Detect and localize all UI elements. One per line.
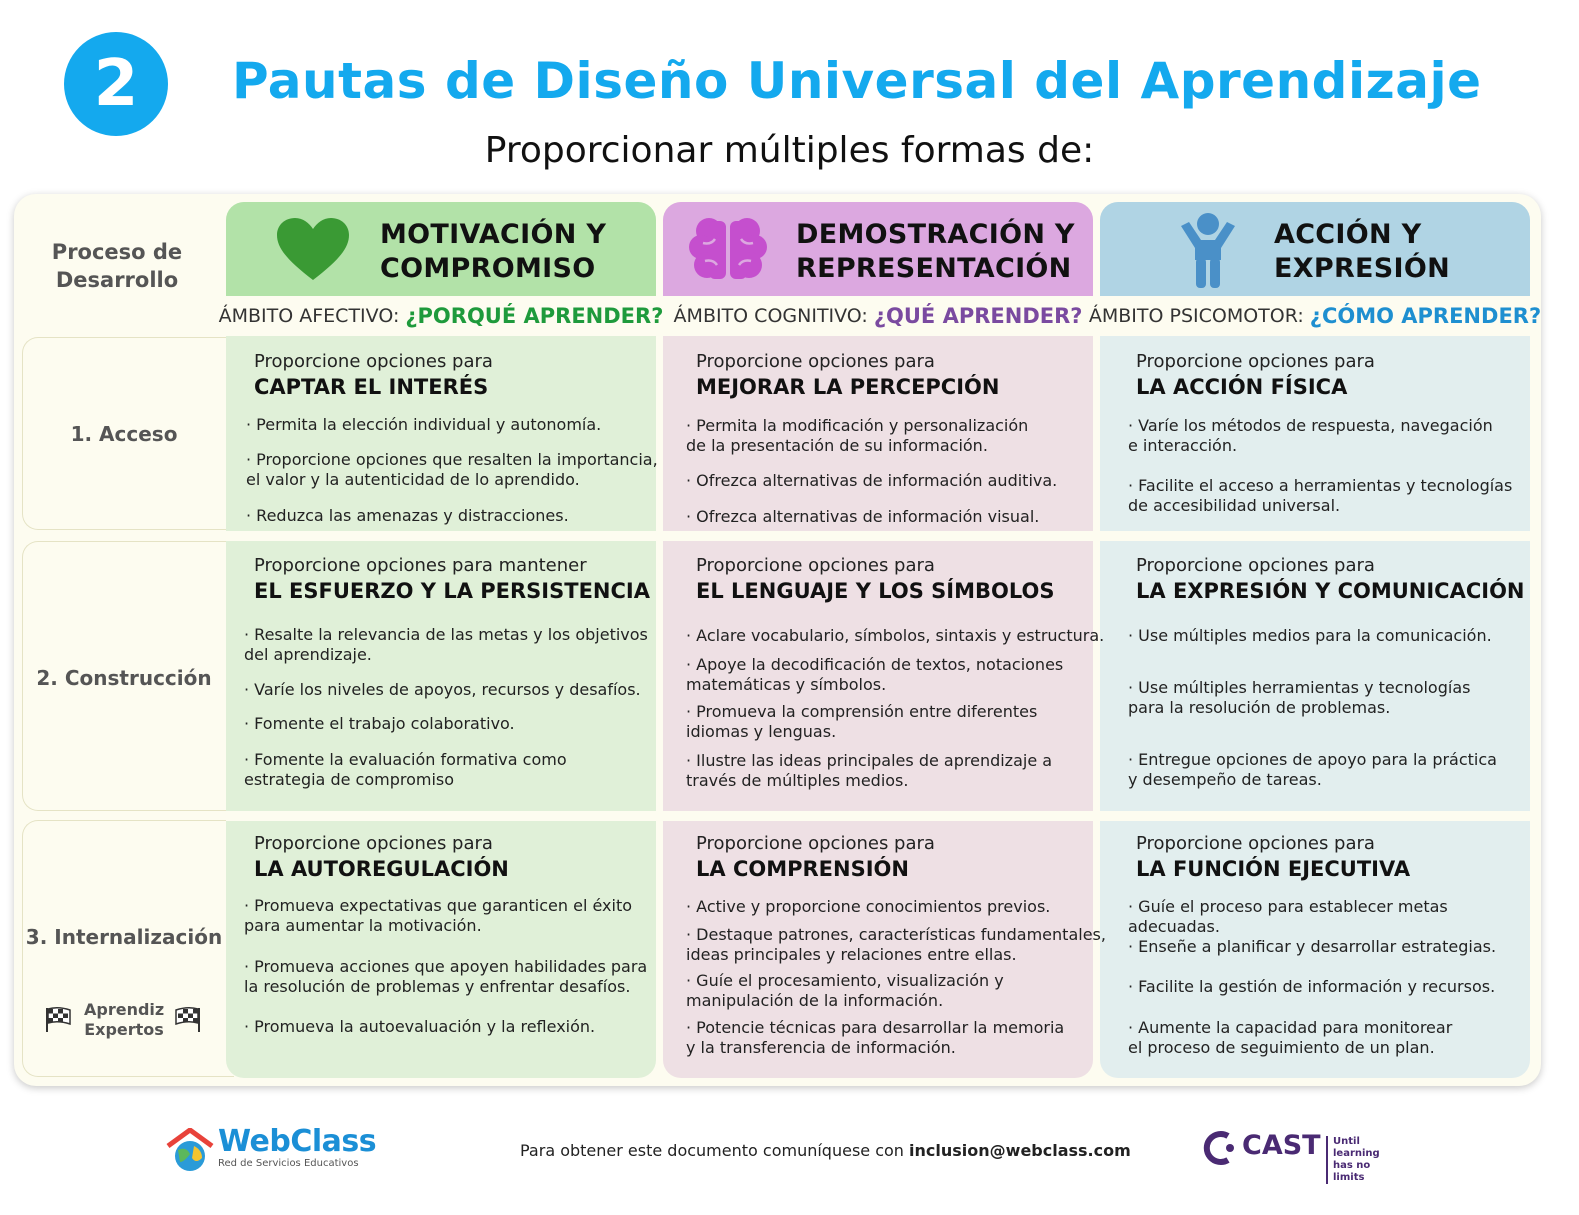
row-label-construccion: 2. Construcción xyxy=(36,666,212,690)
list-item: · Potencie técnicas para desarrollar la memoria y la transferencia de información. xyxy=(686,1018,1065,1057)
heart-icon xyxy=(277,218,349,282)
cell-expresion-comunicacion: Proporcione opciones para LA EXPRESIÓN Y COMUNICACIÓN xyxy=(1136,555,1525,603)
cell-mejorar-percepcion: Proporcione opciones para MEJORAR LA PERCEPCIÓN xyxy=(696,351,1000,399)
cast-mark-icon xyxy=(1202,1130,1238,1166)
list-item: · Facilite el acceso a herramientas y tecnologías de accesibilidad universal. xyxy=(1128,476,1513,515)
list-item: · Destaque patrones, características fundamentales, ideas principales y relaciones entre ellas. xyxy=(686,925,1106,964)
list-item: · Use múltiples herramientas y tecnologías para la resolución de problemas. xyxy=(1128,678,1471,717)
cell-lenguaje-simbolos: Proporcione opciones para EL LENGUAJE Y LOS SÍMBOLOS xyxy=(696,555,1055,603)
list-item: · Enseñe a planificar y desarrollar estrategias. xyxy=(1128,937,1497,956)
brain-icon xyxy=(689,215,767,283)
page-title: Pautas de Diseño Universal del Aprendizaje xyxy=(232,52,1482,110)
process-label: Proceso de Desarrollo xyxy=(51,240,183,292)
list-item: · Fomente la evaluación formativa como estrategia de compromiso xyxy=(244,750,567,789)
list-item: · Aclare vocabulario, símbolos, sintaxis y estructura. xyxy=(686,626,1105,645)
list-item: · Aumente la capacidad para monitorear el proceso de seguimiento de un plan. xyxy=(1128,1018,1453,1057)
list-item: · Entregue opciones de apoyo para la práctica y desempeño de tareas. xyxy=(1128,750,1497,789)
list-item: · Promueva la comprensión entre diferentes idiomas y lenguas. xyxy=(686,702,1038,741)
ambito-cognitivo: ÁMBITO COGNITIVO: ¿QUÉ APRENDER? xyxy=(663,296,1093,336)
list-item: · Permita la modificación y personalización de la presentación de su información. xyxy=(686,416,1029,455)
list-item: · Ilustre las ideas principales de aprendizaje a través de múltiples medios. xyxy=(686,751,1053,790)
cell-funcion-ejecutiva: Proporcione opciones para LA FUNCIÓN EJECUTIVA xyxy=(1136,833,1411,881)
row-divider xyxy=(226,811,1531,821)
row-label-internalizacion: 3. Internalización xyxy=(25,925,223,949)
cell-comprension: Proporcione opciones para LA COMPRENSIÓN xyxy=(696,833,935,881)
globe-house-icon xyxy=(166,1128,214,1172)
person-icon xyxy=(1177,212,1239,288)
experts-label: Aprendiz Expertos xyxy=(84,1000,165,1039)
list-item: · Varíe los niveles de apoyos, recursos y desafíos. xyxy=(244,680,641,699)
list-item: · Promueva la autoevaluación y la reflexión. xyxy=(244,1017,596,1036)
step-number-badge: 2 xyxy=(64,32,168,136)
checkered-flag-icon xyxy=(44,1006,74,1032)
footer-contact: Para obtener este documento comuníquese con inclusion@webclass.com xyxy=(520,1141,1131,1160)
column-title-motivacion: MOTIVACIÓN Y COMPROMISO xyxy=(380,219,607,284)
cell-accion-fisica: Proporcione opciones para LA ACCIÓN FÍSICA xyxy=(1136,351,1375,399)
cell-autoregulacion: Proporcione opciones para LA AUTOREGULACIÓN xyxy=(254,833,509,881)
list-item: · Proporcione opciones que resalten la importancia, el valor y la autenticidad de lo aprendido. xyxy=(246,450,658,489)
list-item: · Resalte la relevancia de las metas y los objetivos del aprendizaje. xyxy=(244,625,648,664)
row-label-acceso: 1. Acceso xyxy=(70,422,178,446)
page-subtitle: Proporcionar múltiples formas de: xyxy=(484,130,1095,171)
cast-logo xyxy=(1202,1130,1402,1183)
experts-badge xyxy=(44,1000,204,1042)
cast-tagline: Until learning has no limits xyxy=(1326,1136,1402,1184)
webclass-subtitle: Red de Servicios Educativos xyxy=(218,1158,359,1169)
cell-captar-interes: Proporcione opciones para CAPTAR EL INTERÉS xyxy=(254,351,493,399)
cell-esfuerzo-persistencia: Proporcione opciones para mantener EL ESFUERZO Y LA PERSISTENCIA xyxy=(254,555,650,603)
column-title-accion: ACCIÓN Y EXPRESIÓN xyxy=(1274,219,1451,284)
webclass-name: WebClass xyxy=(218,1124,377,1159)
column-title-representacion: DEMOSTRACIÓN Y REPRESENTACIÓN xyxy=(796,219,1075,284)
list-item: · Active y proporcione conocimientos previos. xyxy=(686,897,1051,916)
ambito-psicomotor: ÁMBITO PSICOMOTOR: ¿CÓMO APRENDER? xyxy=(1100,296,1530,336)
list-item: · Use múltiples medios para la comunicación. xyxy=(1128,626,1492,645)
contact-email[interactable]: inclusion@webclass.com xyxy=(909,1141,1131,1160)
list-item: · Fomente el trabajo colaborativo. xyxy=(244,714,515,733)
ambito-afectivo: ÁMBITO AFECTIVO: ¿PORQUÉ APRENDER? xyxy=(226,296,656,336)
list-item: · Apoye la decodificación de textos, notaciones matemáticas y símbolos. xyxy=(686,655,1064,694)
row-divider xyxy=(226,531,1531,541)
list-item: · Ofrezca alternativas de información visual. xyxy=(686,507,1040,526)
cast-name: CAST xyxy=(1242,1130,1321,1161)
list-item: · Promueva expectativas que garanticen el éxito para aumentar la motivación. xyxy=(244,896,633,935)
list-item: · Guíe el procesamiento, visualización y manipulación de la información. xyxy=(686,971,1004,1010)
list-item: · Facilite la gestión de información y recursos. xyxy=(1128,977,1496,996)
checkered-flag-icon xyxy=(172,1006,202,1032)
list-item: · Promueva acciones que apoyen habilidades para la resolución de problemas y enfrentar desafíos. xyxy=(244,957,648,996)
list-item: · Permita la elección individual y autonomía. xyxy=(246,415,602,434)
list-item: · Ofrezca alternativas de información auditiva. xyxy=(686,471,1058,490)
webclass-logo xyxy=(166,1126,376,1174)
list-item: · Guíe el proceso para establecer metas adecuadas. xyxy=(1128,897,1448,936)
list-item: · Reduzca las amenazas y distracciones. xyxy=(246,506,569,525)
list-item: · Varíe los métodos de respuesta, navegación e interacción. xyxy=(1128,416,1493,455)
